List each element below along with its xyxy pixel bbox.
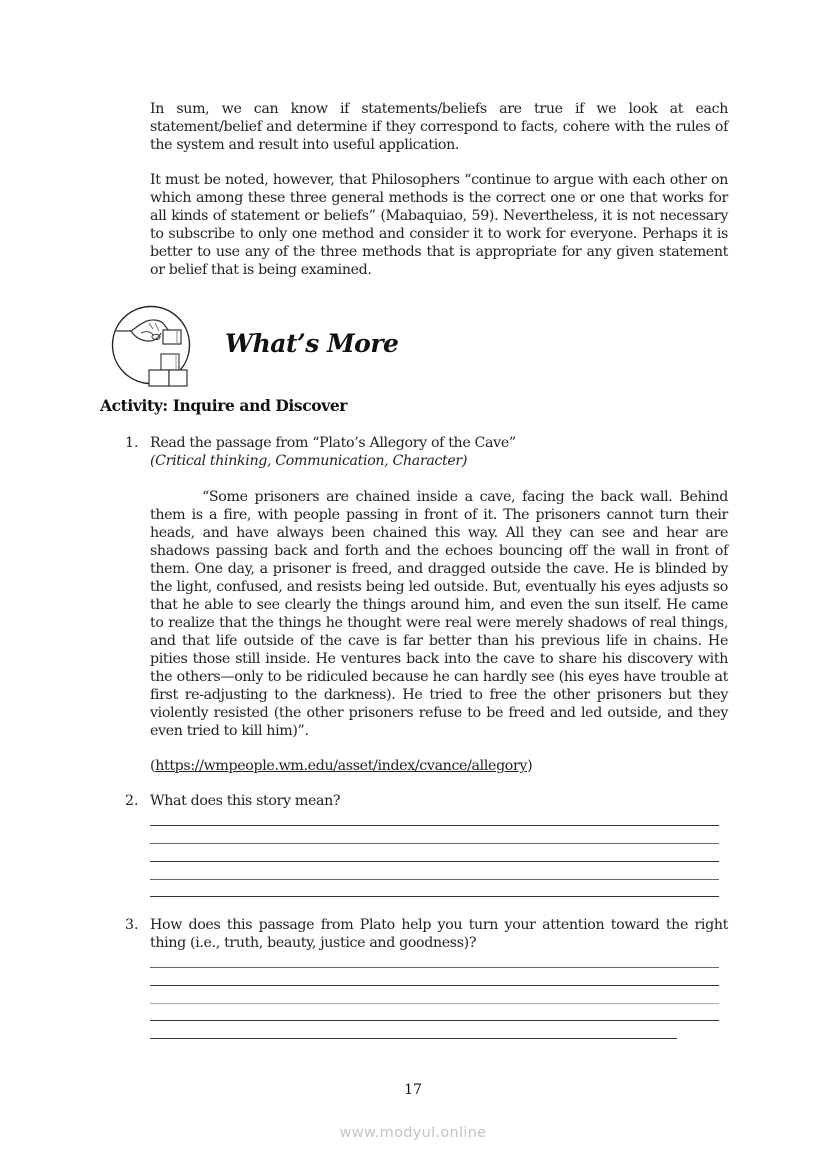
item-1-number: 1. — [125, 435, 139, 451]
intro-paragraph-2: It must be noted, however, that Philosophers “continue to argue with each other on which among these three general methods is the correct one or one that works for all kinds of statement or beliefs” (Mabaquiao, 59). Nevertheless, it is not necessary to subscribe to only one method and consider it to work for everyone. Perhaps it is better to use any of the three methods that is appropriate for any given statement or belief that is being examined. — [150, 172, 728, 278]
answer-line[interactable] — [150, 896, 719, 897]
page-number: 17 — [404, 1082, 422, 1098]
answer-line[interactable] — [150, 985, 719, 986]
answer-line[interactable] — [150, 843, 719, 844]
answer-line[interactable] — [150, 1020, 719, 1021]
section-title: What’s More — [225, 329, 399, 358]
item-3-text: How does this passage from Plato help you turn your attention toward the right thing (i.e., truth, beauty, justice and goodness)? — [150, 917, 728, 951]
answer-line[interactable] — [150, 879, 719, 880]
item-1-skills: (Critical thinking, Communication, Character) — [150, 453, 468, 469]
activity-title: Activity: Inquire and Discover — [100, 396, 348, 415]
answer-line[interactable] — [150, 967, 719, 968]
item-1-text: Read the passage from “Plato’s Allegory of the Cave” — [150, 435, 516, 451]
intro-paragraph-1: In sum, we can know if statements/beliefs are true if we look at each statement/belief and determine if they correspond to facts, cohere with the rules of the system and result into useful application. — [150, 101, 728, 153]
allegory-quote: “Some prisoners are chained inside a cave, facing the back wall. Behind them is a fire, with people passing in front of it. The prisoners cannot turn their heads, and have always been chained this way. All they can see and hear are shadows passing back and forth and the echoes bouncing off the wall in front of them. One day, a prisoner is freed, and dragged outside the cave. He is blinded by the light, confused, and resists being led outside. But, eventually his eyes adjusts so that he able to see clearly the things around him, and even the sun itself. He came to realize that the things he thought were real were merely shadows of real things, and that life outside of the cave is far better than his previous life in chains. He pities those still inside. He ventures back into the cave to share his discovery with the others—only to be ridiculed because he can hardly see (his eyes have trouble at first re-adjusting to the darkness). He tried to free the other prisoners but they violently resisted (the other prisoners refuse to be freed and led outside, and they even tried to kill him)”. — [150, 489, 728, 739]
item-2-text: What does this story mean? — [150, 793, 341, 809]
answer-line[interactable] — [150, 861, 719, 862]
item-3-number: 3. — [125, 917, 139, 933]
answer-line[interactable] — [150, 1038, 677, 1039]
watermark: www.modyul.online — [339, 1125, 487, 1141]
answer-line[interactable] — [150, 825, 719, 826]
source-citation: (https://wmpeople.wm.edu/asset/index/cvance/allegory) — [150, 758, 533, 774]
source-link[interactable]: https://wmpeople.wm.edu/asset/index/cvance/allegory — [155, 758, 528, 774]
hand-stacking-blocks-icon — [111, 301, 193, 389]
item-2-number: 2. — [125, 793, 139, 809]
answer-line[interactable] — [150, 1003, 719, 1004]
